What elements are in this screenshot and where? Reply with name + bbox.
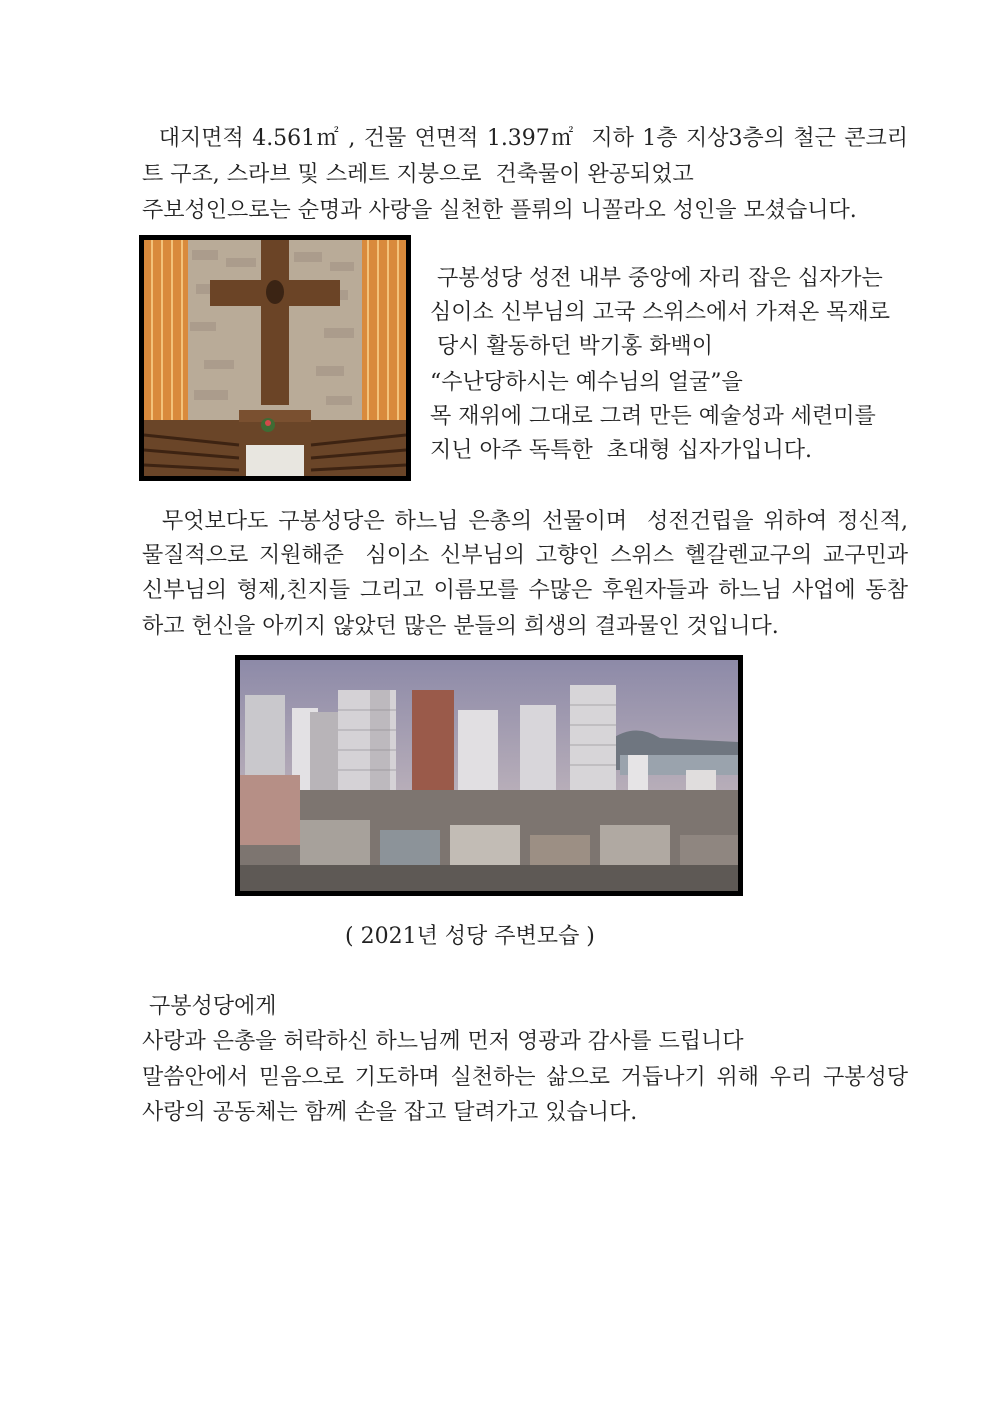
text-line: 신부님의 형제,친지들 그리고 이름모를 수많은 후원자들과 하느님 사업에 동참 (142, 578, 908, 603)
church-altar-cross-photo (139, 235, 411, 481)
text-line: 당시 활동하던 박기홍 화백이 (430, 334, 713, 359)
text-line: 구봉성당 성전 내부 중앙에 자리 잡은 십자가는 (430, 266, 883, 291)
city-image (240, 660, 738, 891)
text-line: 물질적으로 지원해준 심이소 신부님의 고향인 스위스 헬갈렌교구의 교구민과 (142, 543, 908, 568)
text-line: 사랑과 은총을 허락하신 하느님께 먼저 영광과 감사를 드립니다 (142, 1029, 744, 1054)
city-skyline-photo (235, 655, 743, 896)
text-line: 목 재위에 그대로 그려 만든 예술성과 세련미를 (430, 404, 876, 429)
text-line: 대지면적 4.561㎡ , 건물 연면적 1.397㎡ 지하 1층 지상3층의 철근 콘크리 (142, 126, 908, 151)
text-line: 심이소 신부님의 고국 스위스에서 가져온 목재로 (430, 300, 891, 325)
text-line: 하고 헌신을 아끼지 않았던 많은 분들의 희생의 결과물인 것입니다. (142, 614, 779, 639)
text-line: 무엇보다도 구봉성당은 하느님 은총의 선물이며 성전건립을 위하여 정신적, (142, 509, 908, 534)
text-line: 말씀안에서 믿음으로 기도하며 실천하는 삶으로 거듭나기 위해 우리 구봉성당 (142, 1065, 908, 1090)
text-line: 주보성인으로는 순명과 사랑을 실천한 플뤼의 니꼴라오 성인을 모셨습니다. (142, 198, 857, 223)
photo-caption: ( 2021년 성당 주변모습 ) (345, 924, 595, 949)
text-line: 지닌 아주 독특한 초대형 십자가입니다. (430, 438, 812, 463)
text-line: 사랑의 공동체는 함께 손을 잡고 달려가고 있습니다. (142, 1100, 638, 1125)
text-line: 구봉성당에게 (142, 994, 277, 1019)
altar-image (144, 240, 406, 476)
text-line: 트 구조, 스라브 및 스레트 지붕으로 건축물이 완공되었고 (142, 162, 694, 187)
text-line: “수난당하시는 예수님의 얼굴”을 (430, 370, 743, 395)
